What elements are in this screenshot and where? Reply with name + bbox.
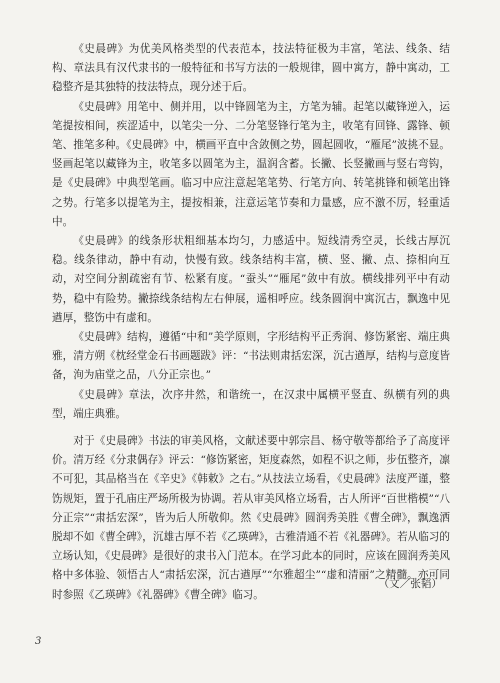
paragraph-structure: 《史晨碑》结构，遵循“中和”美学原则，字形结构平正秀润、修饬紧密、端庄典雅，清方朔《枕经堂金石书画题跋》评：“书法则肃括宏深，沉古遒厚，结构与意度皆备，洵为庙堂之品，八分正宗也。” — [52, 331, 450, 382]
paragraph-lines: 《史晨碑》的线条形状粗细基本均匀，力感适中。短线清秀空灵，长线古厚沉稳。线条律动，静中有动，快慢有致。线条结构丰富，横、竖、撇、点、捺相向互动，对空间分割疏密有节、松紧有度。“蚕头”“雁尾”敛中有放。横线排列平中有动势，稳中有险势。撇捺线条结构左右伸展，遥相呼应。线条圆润中寓沉古，飘逸中见遒厚，整饬中有虚和。 — [52, 235, 450, 324]
paragraph-composition: 《史晨碑》章法，次序井然，和谐统一，在汉隶中属横平竖直、纵横有列的典型，端庄典雅。 — [52, 388, 450, 420]
paragraph-brushwork: 《史晨碑》用笔中、侧并用，以中锋圆笔为主，方笔为辅。起笔以藏锋逆入，运笔提按相间，疾涩适中，以笔尖一分、二分笔竖锋行笔为主，收笔有回锋、露锋、顿笔、推笔多种。《史晨碑》中，横画平直中含敛侧之势，圆起圆收，“雁尾”波挑不显。竖画起笔以藏锋为主，收笔多以圆笔为主，温润含蓄。长撇、长竖撇画与竖右弯钩，是《史晨碑》中典型笔画。临习中应注意起笔笔势、行笔方向、转笔挑锋和顿笔出锋之势。行笔多以提笔为主，提按相兼，注意运笔节奏和力量感，应不激不厉，轻重适中。 — [52, 100, 450, 228]
paragraph-aesthetics: 对于《史晨碑》书法的审美风格，文献述要中郭宗昌、杨守敬等都给予了高度评价。清万经《分隶偶存》评云：“修饬紧密，矩度森然，如程不识之师，步伍整齐，凛不可犯，其品格当在《辛史》《韩敕》之右。”从技法立场看，《史晨碑》法度严谨，整饬规矩，置于孔庙庄严场所极为协调。若从审美风格立场看，古人所评“百世楷模”“八分正宗”“肃括宏深”，皆为后人所敬仰。然《史晨碑》圆润秀美胜《曹全碑》，飘逸洒脱却不如《曹全碑》，沉雄古厚不若《乙瑛碑》，古雅清通不若《礼器碑》。若从临习的立场认知，《史晨碑》是很好的隶书入门范本。在学习此本的同时，应该在圆润秀美风格中多体验、领悟古人“肃括宏深，沉古遒厚”“尔雅超尘”“虚和清丽”之精髓。亦可同时参照《乙瑛碑》《礼器碑》《曹全碑》临习。 — [52, 435, 450, 601]
author-signature: （文／张韬） — [378, 578, 442, 590]
body-text — [52, 40, 450, 605]
paragraph-overview: 《史晨碑》为优美风格类型的代表范本，技法特征极为丰富，笔法、线条、结构、章法具有汉代隶书的一般特征和书写方法的一般规律，圆中寓方，静中寓动，工稳整齐是其独特的技法特点，现分述于后。 — [52, 43, 450, 94]
page-number: 3 — [35, 636, 42, 647]
